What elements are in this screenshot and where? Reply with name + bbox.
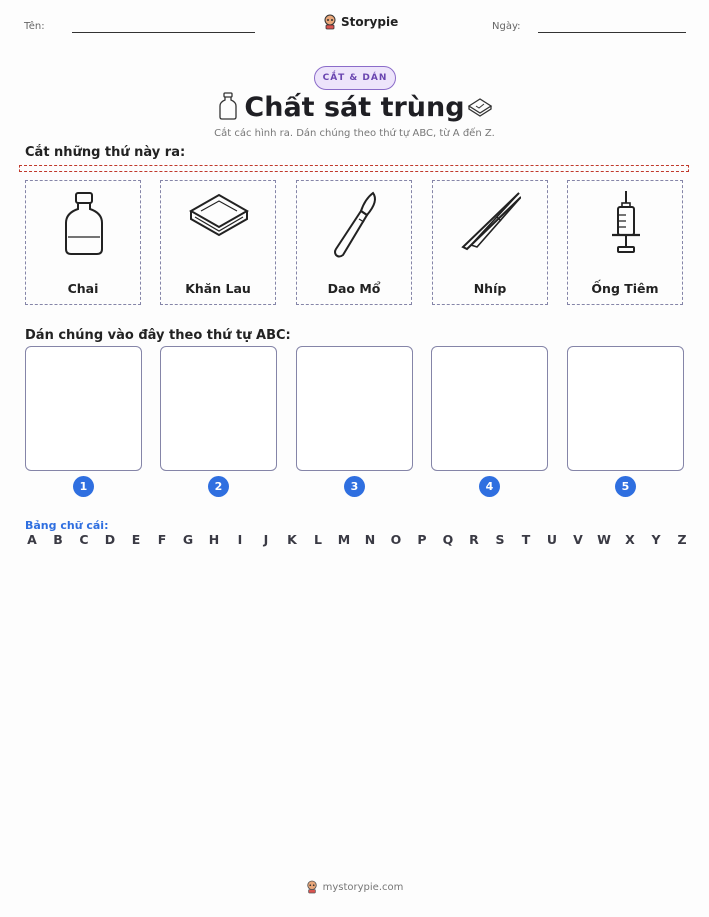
alphabet-letter: Q: [442, 532, 454, 547]
alphabet-letter: H: [208, 532, 220, 547]
cut-card-label: Ống Tiêm: [591, 281, 659, 296]
paste-box-5[interactable]: [567, 346, 684, 471]
alphabet-letter: S: [495, 532, 505, 547]
paste-number-1: 1: [73, 476, 94, 497]
alphabet-letter: R: [469, 532, 479, 547]
alphabet-letter: T: [521, 532, 531, 547]
paste-box-1[interactable]: [25, 346, 142, 471]
alphabet-letter: O: [390, 532, 402, 547]
alphabet-letter: C: [79, 532, 89, 547]
alphabet-row: [25, 532, 689, 547]
paste-number-2: 2: [208, 476, 229, 497]
paste-heading: Dán chúng vào đây theo thứ tự ABC:: [25, 328, 291, 343]
brand-name: Storypie: [341, 15, 399, 29]
cut-card-label: Dao Mổ: [327, 281, 381, 296]
scalpel-icon: [325, 189, 385, 259]
alphabet-letter: J: [263, 532, 269, 547]
alphabet-letter: F: [157, 532, 167, 547]
cut-card-khan-lau[interactable]: [160, 180, 276, 305]
alphabet-letter: X: [625, 532, 635, 547]
tweezers-icon: [461, 189, 521, 259]
date-line[interactable]: [538, 32, 686, 33]
alphabet-letter: Z: [677, 532, 687, 547]
alphabet-letter: E: [131, 532, 141, 547]
paste-box-3[interactable]: [296, 346, 413, 471]
brand-logo: [323, 14, 398, 30]
alphabet-letter: M: [337, 532, 351, 547]
alphabet-letter: B: [53, 532, 63, 547]
category-badge: CẮT & DÁN: [314, 66, 396, 90]
alphabet-letter: P: [417, 532, 427, 547]
cut-card-label: Khăn Lau: [185, 281, 251, 296]
paste-number-3: 3: [344, 476, 365, 497]
cut-card-label: Nhíp: [473, 281, 507, 296]
syringe-icon: [596, 189, 656, 259]
alphabet-letter: L: [314, 532, 322, 547]
page-title: Chất sát trùng: [244, 92, 465, 123]
footer: [0, 880, 709, 894]
paste-box-2[interactable]: [160, 346, 277, 471]
name-label: Tên:: [24, 21, 45, 32]
cut-card-label: Chai: [67, 281, 99, 296]
cut-line: [19, 165, 689, 172]
footer-site[interactable]: mystorypie.com: [322, 881, 404, 893]
alphabet-letter: G: [182, 532, 194, 547]
alphabet-heading: Bảng chữ cái:: [25, 519, 109, 532]
alphabet-letter: Y: [651, 532, 661, 547]
alphabet-letter: W: [597, 532, 611, 547]
storypie-mascot-icon: [323, 14, 337, 30]
cut-card-ong-tiem[interactable]: [567, 180, 683, 305]
bottle-icon: [54, 189, 114, 259]
alphabet-letter: A: [27, 532, 37, 547]
alphabet-letter: I: [237, 532, 243, 547]
alphabet-letter: D: [104, 532, 116, 547]
paste-box-4[interactable]: [431, 346, 548, 471]
date-label: Ngày:: [492, 21, 521, 32]
storypie-mascot-icon: [306, 880, 318, 894]
paste-number-4: 4: [479, 476, 500, 497]
cut-card-dao-mo[interactable]: [296, 180, 412, 305]
alphabet-letter: N: [364, 532, 376, 547]
name-line[interactable]: [72, 32, 255, 33]
instructions: Cắt các hình ra. Dán chúng theo thứ tự ABC, từ A đến Z.: [214, 128, 495, 139]
paste-number-5: 5: [615, 476, 636, 497]
towel-icon: [189, 189, 249, 259]
alphabet-letter: U: [546, 532, 558, 547]
towel-icon: [466, 96, 494, 118]
cut-card-nhip[interactable]: [432, 180, 548, 305]
alphabet-letter: V: [573, 532, 583, 547]
cut-card-chai[interactable]: [25, 180, 141, 305]
cut-heading: Cắt những thứ này ra:: [25, 145, 186, 160]
alphabet-letter: K: [287, 532, 297, 547]
